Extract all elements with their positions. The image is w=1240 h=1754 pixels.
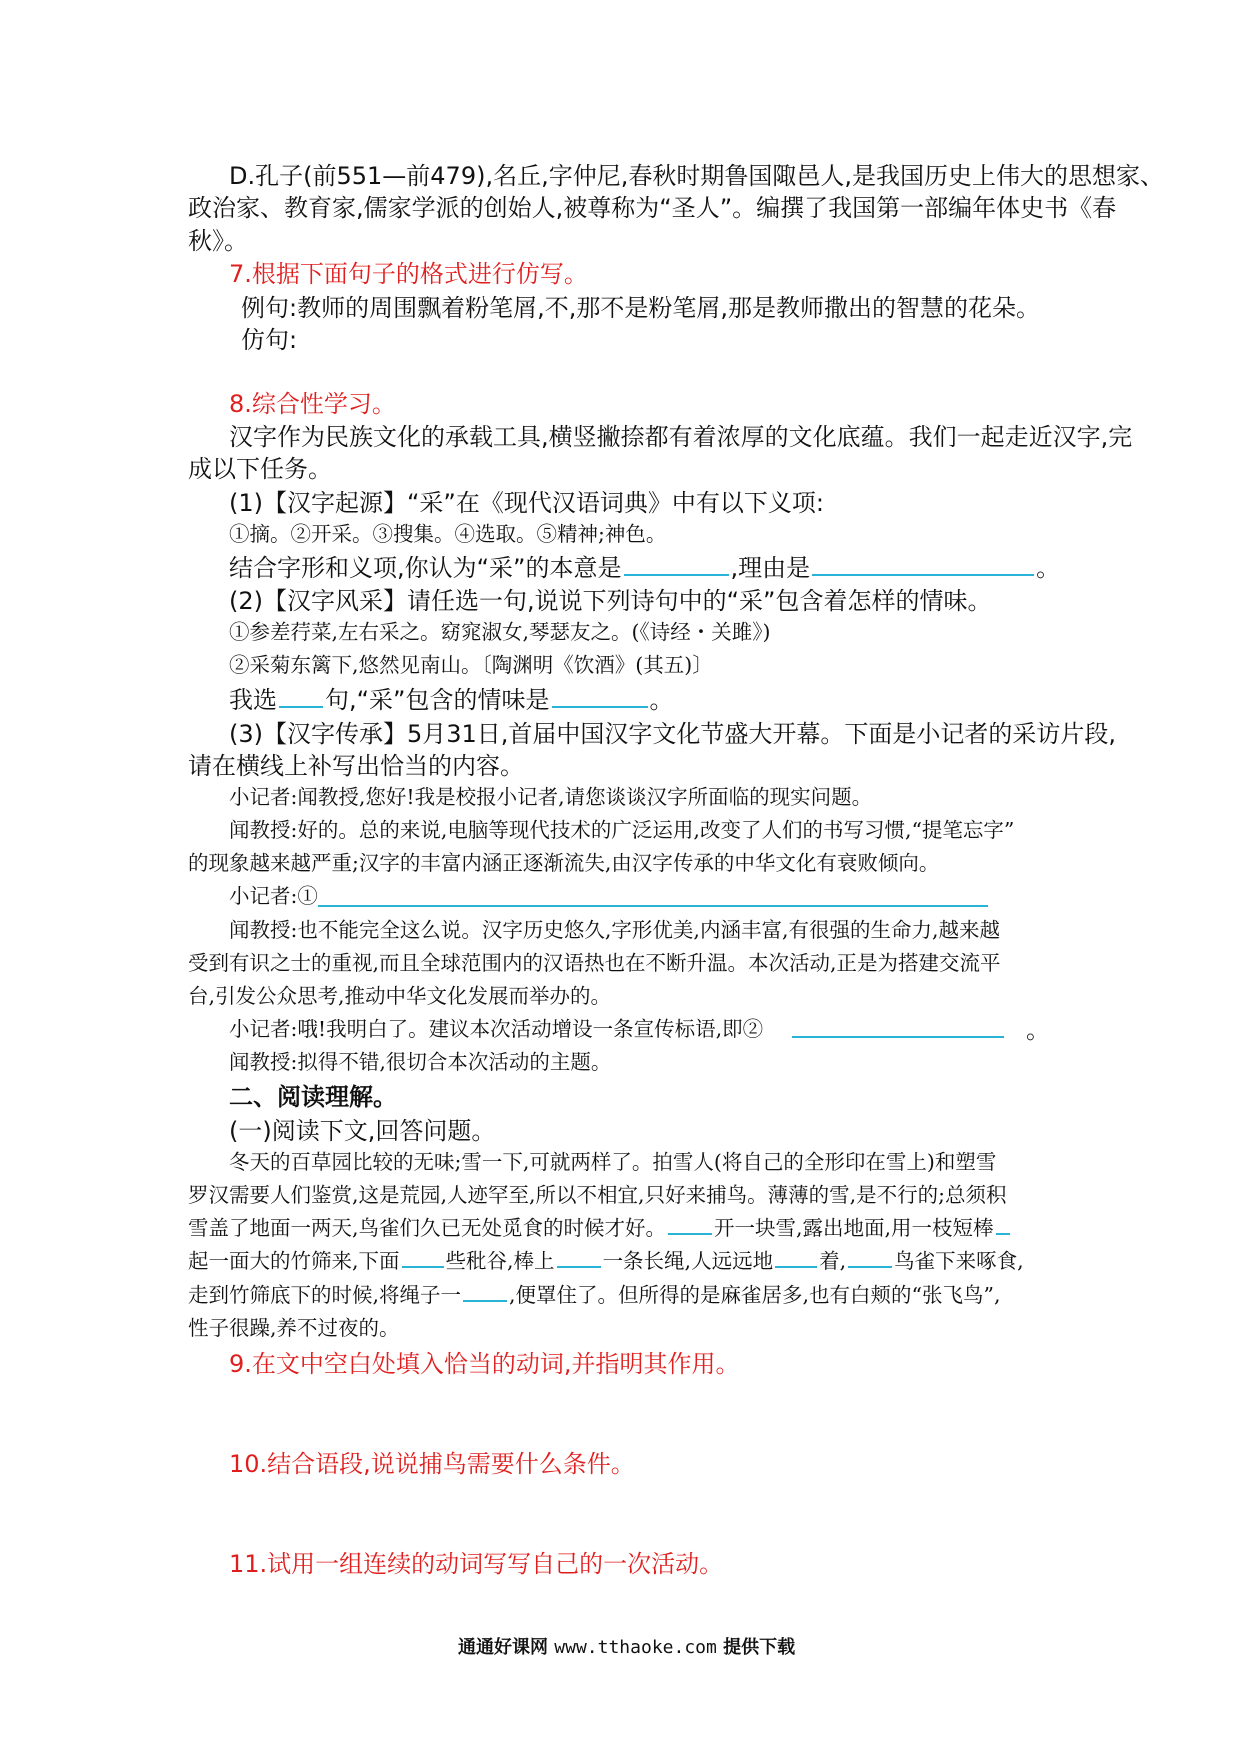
footer-url[interactable]: www.tthaoke.com — [554, 1637, 717, 1658]
passage-line-3b: 开一块雪,露出地面,用一枝短棒 — [714, 1216, 994, 1240]
passage-blank-4[interactable] — [557, 1265, 601, 1268]
q8-part1-meanings: ①摘。②开采。③搜集。④选取。⑤精神;神色。 — [229, 522, 667, 546]
passage-line-4d: 着, — [819, 1249, 847, 1273]
section2-title: 二、阅读理解。 — [229, 1083, 397, 1111]
q8-part3-title-line2: 请在横线上补写出恰当的内容。 — [188, 752, 524, 780]
passage-line-5 — [188, 1278, 1001, 1308]
q7-example: 例句:教师的周围飘着粉笔屑,不,那不是粉笔屑,那是教师撒出的智慧的花朵。 — [241, 294, 1040, 322]
interview-line-2b: 的现象越来越严重;汉字的丰富内涵正逐渐流失,由汉字传承的中华文化有衰败倾向。 — [188, 851, 940, 875]
q8-intro-line2: 成以下任务。 — [188, 455, 332, 483]
passage-blank-3[interactable] — [402, 1265, 444, 1268]
q11-title: 11.试用一组连续的动词写写自己的一次活动。 — [229, 1550, 724, 1578]
interview-line-4a: 闻教授:也不能完全这么说。汉字历史悠久,字形优美,内涵丰富,有很强的生命力,越来越 — [229, 918, 1000, 942]
interview-line-6: 闻教授:拟得不错,很切合本次活动的主题。 — [229, 1050, 612, 1074]
passage-blank-6[interactable] — [848, 1265, 892, 1268]
q8-part1-question-a: 结合字形和义项,你认为“采”的本意是 — [229, 554, 622, 582]
q8-intro-line1: 汉字作为民族文化的承载工具,横竖撇捺都有着浓厚的文化底蕴。我们一起走近汉字,完 — [229, 423, 1133, 451]
q8-part2-blank-choice[interactable] — [279, 705, 323, 708]
interview-line-4b: 受到有识之士的重视,而且全球范围内的汉语热也在不断升温。本次活动,正是为搭建交流平 — [188, 951, 1001, 975]
passage-line-4a: 起一面大的竹筛来,下面 — [188, 1249, 400, 1273]
q8-part2-title: (2)【汉字风采】请任选一句,说说下列诗句中的“采”包含着怎样的情味。 — [229, 587, 992, 615]
q9-title: 9.在文中空白处填入恰当的动词,并指明其作用。 — [229, 1350, 740, 1378]
q8-part1-question-c: 。 — [1036, 554, 1061, 582]
passage-blank-2[interactable] — [996, 1232, 1010, 1235]
q6-option-d-line3: 秋》。 — [188, 227, 248, 255]
q7-imitate-label: 仿句: — [241, 326, 298, 354]
passage-blank-7[interactable] — [463, 1299, 507, 1302]
passage-line-1: 冬天的百草园比较的无味;雪一下,可就两样了。拍雪人(将自己的全形印在雪上)和塑雪 — [229, 1150, 997, 1174]
q8-part2-blank-feeling[interactable] — [552, 705, 648, 708]
q8-part2-answer — [229, 680, 674, 715]
q8-part2-answer-b: 句,“采”包含的情味是 — [325, 686, 550, 714]
passage-line-5a: 走到竹筛底下的时候,将绳子一 — [188, 1283, 462, 1307]
section2-subtitle: (一)阅读下文,回答问题。 — [229, 1117, 496, 1145]
q6-option-d-line2: 政治家、教育家,儒家学派的创始人,被尊称为“圣人”。编撰了我国第一部编年体史书《春 — [188, 194, 1117, 222]
passage-line-2: 罗汉需要人们鉴赏,这是荒园,人迹罕至,所以不相宜,只好来捕鸟。薄薄的雪,是不行的;总须积 — [188, 1183, 1007, 1207]
passage-blank-5[interactable] — [775, 1265, 817, 1268]
passage-line-3a: 雪盖了地面一两天,鸟雀们久已无处觅食的时候才好。 — [188, 1216, 667, 1240]
q8-part1-blank-meaning[interactable] — [624, 573, 729, 576]
interview-line-2a: 闻教授:好的。总的来说,电脑等现代技术的广泛运用,改变了人们的书写习惯,“提笔忘字” — [229, 818, 1015, 842]
passage-line-5b: ,便罩住了。但所得的是麻雀居多,也有白颊的“张飞鸟”, — [509, 1283, 1001, 1307]
interview-line-3: 小记者:① — [229, 884, 318, 908]
footer — [458, 1633, 795, 1659]
q8-part1-title: (1)【汉字起源】“采”在《现代汉语词典》中有以下义项: — [229, 489, 824, 517]
q6-option-d-line1: D.孔子(前551—前479),名丘,字仲尼,春秋时期鲁国陬邑人,是我国历史上伟大的思想家、 — [229, 162, 1164, 190]
passage-blank-1[interactable] — [668, 1232, 712, 1235]
q8-part2-poem2: ②采菊东篱下,悠然见南山。〔陶渊明《饮酒》(其五)〕 — [229, 653, 713, 677]
q7-title: 7.根据下面句子的格式进行仿写。 — [229, 260, 588, 288]
q8-part3-blank-2[interactable] — [792, 1036, 1004, 1038]
footer-download-text: 提供下载 — [723, 1637, 796, 1658]
passage-line-4b: 些秕谷,棒上 — [445, 1249, 555, 1273]
interview-line-5-end: 。 — [1026, 1016, 1050, 1044]
interview-line-1: 小记者:闻教授,您好!我是校报小记者,请您谈谈汉字所面临的现实问题。 — [229, 785, 873, 809]
interview-line-5: 小记者:哦!我明白了。建议本次活动增设一条宣传标语,即② — [229, 1017, 764, 1041]
q8-part3-title-line1: (3)【汉字传承】5月31日,首届中国汉字文化节盛大开幕。下面是小记者的采访片段, — [229, 720, 1117, 748]
passage-line-4 — [188, 1244, 1024, 1274]
q8-part2-answer-c: 。 — [649, 686, 674, 714]
q8-part1-question-b: ,理由是 — [730, 554, 811, 582]
passage-line-3 — [188, 1211, 1012, 1241]
q10-title: 10.结合语段,说说捕鸟需要什么条件。 — [229, 1450, 635, 1478]
q8-part2-poem1: ①参差荇菜,左右采之。窈窕淑女,琴瑟友之。(《诗经・关雎》) — [229, 620, 771, 644]
passage-line-4e: 鸟雀下来啄食, — [894, 1249, 1024, 1273]
q8-part3-blank-1[interactable] — [318, 905, 988, 907]
interview-line-4c: 台,引发公众思考,推动中华文化发展而举办的。 — [188, 984, 612, 1008]
passage-line-4c: 一条长绳,人远远地 — [602, 1249, 774, 1273]
q8-part1-blank-reason[interactable] — [812, 573, 1034, 576]
footer-site-name: 通通好课网 — [458, 1637, 548, 1658]
q8-part2-answer-a: 我选 — [229, 686, 277, 714]
q8-title: 8.综合性学习。 — [229, 390, 396, 418]
passage-line-6: 性子很躁,养不过夜的。 — [188, 1316, 400, 1340]
q8-part1-question — [229, 548, 1060, 583]
